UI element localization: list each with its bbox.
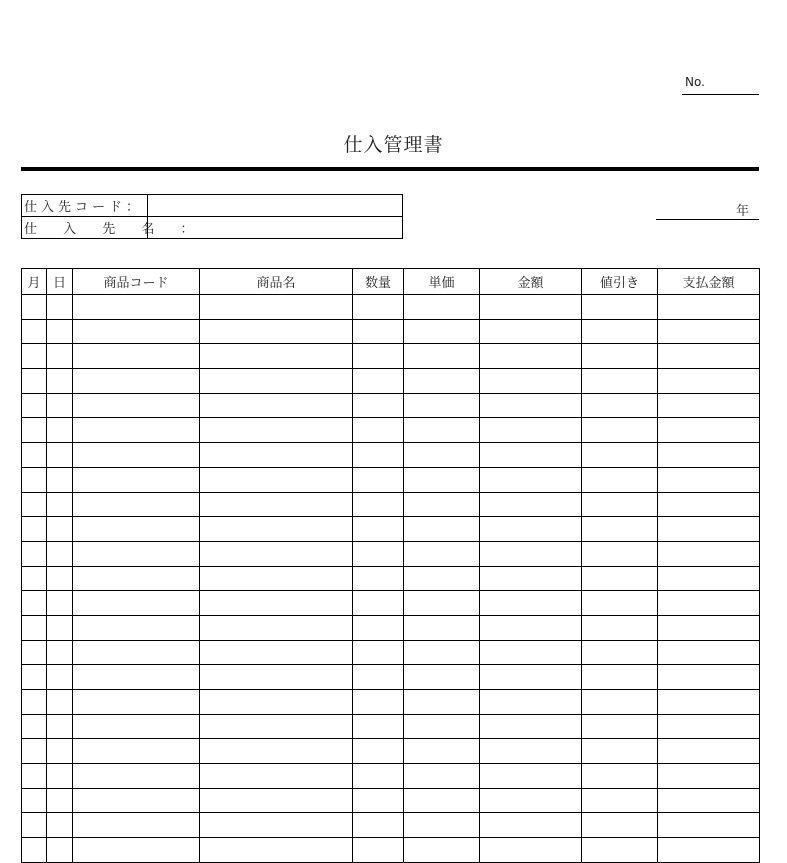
supplier-name-label: 仕 入 先 名 ： xyxy=(22,217,148,239)
cell-month[interactable] xyxy=(22,344,47,369)
cell-quantity[interactable] xyxy=(353,467,404,492)
purchase-table xyxy=(21,268,760,863)
cell-product-code[interactable] xyxy=(73,517,200,542)
table-header-row xyxy=(22,269,760,295)
cell-amount[interactable] xyxy=(480,690,582,715)
cell-product-code[interactable] xyxy=(73,467,200,492)
title-divider xyxy=(21,167,759,171)
cell-payment-amount[interactable] xyxy=(658,714,760,739)
cell-product-name[interactable] xyxy=(200,467,353,492)
year-field[interactable] xyxy=(656,197,759,220)
cell-month[interactable] xyxy=(22,640,47,665)
cell-amount[interactable] xyxy=(480,393,582,418)
cell-discount[interactable] xyxy=(582,739,658,764)
table-row xyxy=(22,640,760,665)
cell-quantity[interactable] xyxy=(353,295,404,320)
cell-month[interactable] xyxy=(22,788,47,813)
cell-day[interactable] xyxy=(47,788,73,813)
cell-payment-amount[interactable] xyxy=(658,640,760,665)
cell-amount[interactable] xyxy=(480,517,582,542)
cell-month[interactable] xyxy=(22,690,47,715)
cell-amount[interactable] xyxy=(480,788,582,813)
cell-product-name[interactable] xyxy=(200,517,353,542)
cell-product-name[interactable] xyxy=(200,615,353,640)
cell-amount[interactable] xyxy=(480,295,582,320)
cell-day[interactable] xyxy=(47,838,73,863)
cell-product-code[interactable] xyxy=(73,319,200,344)
cell-month[interactable] xyxy=(22,541,47,566)
cell-product-code[interactable] xyxy=(73,615,200,640)
column-header-product-name: 商品名 xyxy=(200,269,353,295)
cell-unit-price[interactable] xyxy=(404,369,480,394)
cell-unit-price[interactable] xyxy=(404,393,480,418)
column-header-quantity: 数量 xyxy=(353,269,404,295)
cell-quantity[interactable] xyxy=(353,665,404,690)
cell-quantity[interactable] xyxy=(353,492,404,517)
cell-unit-price[interactable] xyxy=(404,714,480,739)
cell-product-name[interactable] xyxy=(200,319,353,344)
cell-amount[interactable] xyxy=(480,443,582,468)
table-row xyxy=(22,517,760,542)
table-row xyxy=(22,665,760,690)
table-row xyxy=(22,690,760,715)
cell-month[interactable] xyxy=(22,764,47,789)
cell-product-name[interactable] xyxy=(200,690,353,715)
cell-payment-amount[interactable] xyxy=(658,344,760,369)
cell-quantity[interactable] xyxy=(353,319,404,344)
cell-payment-amount[interactable] xyxy=(658,467,760,492)
cell-product-code[interactable] xyxy=(73,418,200,443)
cell-product-code[interactable] xyxy=(73,492,200,517)
cell-unit-price[interactable] xyxy=(404,344,480,369)
cell-payment-amount[interactable] xyxy=(658,813,760,838)
cell-payment-amount[interactable] xyxy=(658,393,760,418)
cell-payment-amount[interactable] xyxy=(658,517,760,542)
column-header-payment-amount: 支払金額 xyxy=(658,269,760,295)
cell-day[interactable] xyxy=(47,492,73,517)
table-row xyxy=(22,492,760,517)
cell-product-name[interactable] xyxy=(200,443,353,468)
cell-unit-price[interactable] xyxy=(404,541,480,566)
cell-discount[interactable] xyxy=(582,788,658,813)
cell-product-name[interactable] xyxy=(200,369,353,394)
cell-payment-amount[interactable] xyxy=(658,369,760,394)
cell-month[interactable] xyxy=(22,418,47,443)
cell-product-code[interactable] xyxy=(73,788,200,813)
column-header-day: 日 xyxy=(47,269,73,295)
supplier-info-table xyxy=(21,194,403,239)
supplier-code-row xyxy=(22,195,403,217)
cell-quantity[interactable] xyxy=(353,615,404,640)
cell-product-code[interactable] xyxy=(73,344,200,369)
cell-unit-price[interactable] xyxy=(404,319,480,344)
cell-product-code[interactable] xyxy=(73,443,200,468)
supplier-code-field[interactable] xyxy=(148,195,403,217)
cell-amount[interactable] xyxy=(480,813,582,838)
year-label: 年 xyxy=(735,204,749,219)
cell-product-name[interactable] xyxy=(200,665,353,690)
cell-month[interactable] xyxy=(22,492,47,517)
table-row xyxy=(22,443,760,468)
table-row xyxy=(22,615,760,640)
cell-product-code[interactable] xyxy=(73,591,200,616)
cell-unit-price[interactable] xyxy=(404,591,480,616)
cell-amount[interactable] xyxy=(480,467,582,492)
cell-month[interactable] xyxy=(22,665,47,690)
table-row xyxy=(22,418,760,443)
cell-quantity[interactable] xyxy=(353,764,404,789)
cell-product-code[interactable] xyxy=(73,739,200,764)
cell-payment-amount[interactable] xyxy=(658,615,760,640)
cell-product-code[interactable] xyxy=(73,665,200,690)
cell-unit-price[interactable] xyxy=(404,418,480,443)
cell-product-code[interactable] xyxy=(73,393,200,418)
cell-product-code[interactable] xyxy=(73,838,200,863)
supplier-code-label: 仕入先コード： xyxy=(22,195,148,217)
cell-amount[interactable] xyxy=(480,838,582,863)
cell-product-name[interactable] xyxy=(200,492,353,517)
cell-month[interactable] xyxy=(22,739,47,764)
cell-quantity[interactable] xyxy=(353,418,404,443)
cell-unit-price[interactable] xyxy=(404,615,480,640)
cell-product-code[interactable] xyxy=(73,369,200,394)
cell-discount[interactable] xyxy=(582,319,658,344)
cell-day[interactable] xyxy=(47,369,73,394)
cell-amount[interactable] xyxy=(480,418,582,443)
cell-day[interactable] xyxy=(47,443,73,468)
table-row xyxy=(22,788,760,813)
cell-month[interactable] xyxy=(22,443,47,468)
page-title: 仕入管理書 xyxy=(343,134,444,156)
supplier-name-row xyxy=(22,217,403,239)
cell-product-name[interactable] xyxy=(200,640,353,665)
cell-discount[interactable] xyxy=(582,295,658,320)
cell-product-name[interactable] xyxy=(200,714,353,739)
cell-product-name[interactable] xyxy=(200,788,353,813)
table-row xyxy=(22,467,760,492)
cell-month[interactable] xyxy=(22,591,47,616)
cell-unit-price[interactable] xyxy=(404,467,480,492)
cell-product-code[interactable] xyxy=(73,714,200,739)
cell-quantity[interactable] xyxy=(353,714,404,739)
cell-unit-price[interactable] xyxy=(404,739,480,764)
cell-day[interactable] xyxy=(47,295,73,320)
cell-discount[interactable] xyxy=(582,813,658,838)
cell-unit-price[interactable] xyxy=(404,813,480,838)
cell-quantity[interactable] xyxy=(353,369,404,394)
cell-unit-price[interactable] xyxy=(404,764,480,789)
cell-month[interactable] xyxy=(22,295,47,320)
cell-quantity[interactable] xyxy=(353,690,404,715)
cell-month[interactable] xyxy=(22,369,47,394)
cell-payment-amount[interactable] xyxy=(658,739,760,764)
cell-unit-price[interactable] xyxy=(404,566,480,591)
cell-product-name[interactable] xyxy=(200,541,353,566)
cell-discount[interactable] xyxy=(582,838,658,863)
cell-quantity[interactable] xyxy=(353,591,404,616)
column-header-unit-price: 単価 xyxy=(404,269,480,295)
table-row xyxy=(22,319,760,344)
cell-day[interactable] xyxy=(47,344,73,369)
cell-amount[interactable] xyxy=(480,640,582,665)
cell-amount[interactable] xyxy=(480,541,582,566)
cell-amount[interactable] xyxy=(480,714,582,739)
cell-payment-amount[interactable] xyxy=(658,591,760,616)
cell-payment-amount[interactable] xyxy=(658,838,760,863)
cell-discount[interactable] xyxy=(582,492,658,517)
cell-day[interactable] xyxy=(47,566,73,591)
cell-discount[interactable] xyxy=(582,418,658,443)
cell-discount[interactable] xyxy=(582,665,658,690)
cell-discount[interactable] xyxy=(582,393,658,418)
cell-day[interactable] xyxy=(47,467,73,492)
cell-day[interactable] xyxy=(47,764,73,789)
cell-quantity[interactable] xyxy=(353,566,404,591)
table-row xyxy=(22,541,760,566)
cell-unit-price[interactable] xyxy=(404,665,480,690)
cell-month[interactable] xyxy=(22,319,47,344)
cell-payment-amount[interactable] xyxy=(658,566,760,591)
cell-amount[interactable] xyxy=(480,566,582,591)
cell-unit-price[interactable] xyxy=(404,788,480,813)
cell-month[interactable] xyxy=(22,467,47,492)
cell-payment-amount[interactable] xyxy=(658,690,760,715)
cell-amount[interactable] xyxy=(480,665,582,690)
cell-quantity[interactable] xyxy=(353,517,404,542)
table-row xyxy=(22,714,760,739)
cell-payment-amount[interactable] xyxy=(658,764,760,789)
column-header-product-code: 商品コード xyxy=(73,269,200,295)
cell-unit-price[interactable] xyxy=(404,517,480,542)
cell-day[interactable] xyxy=(47,319,73,344)
table-row xyxy=(22,393,760,418)
cell-quantity[interactable] xyxy=(353,393,404,418)
cell-unit-price[interactable] xyxy=(404,443,480,468)
cell-product-code[interactable] xyxy=(73,295,200,320)
table-row xyxy=(22,295,760,320)
cell-payment-amount[interactable] xyxy=(658,319,760,344)
cell-amount[interactable] xyxy=(480,319,582,344)
cell-product-name[interactable] xyxy=(200,295,353,320)
cell-amount[interactable] xyxy=(480,492,582,517)
cell-product-name[interactable] xyxy=(200,838,353,863)
cell-discount[interactable] xyxy=(582,517,658,542)
column-header-discount: 値引き xyxy=(582,269,658,295)
cell-quantity[interactable] xyxy=(353,344,404,369)
table-row xyxy=(22,369,760,394)
cell-discount[interactable] xyxy=(582,541,658,566)
cell-amount[interactable] xyxy=(480,591,582,616)
cell-payment-amount[interactable] xyxy=(658,788,760,813)
cell-amount[interactable] xyxy=(480,739,582,764)
cell-day[interactable] xyxy=(47,418,73,443)
cell-discount[interactable] xyxy=(582,615,658,640)
cell-product-name[interactable] xyxy=(200,591,353,616)
cell-payment-amount[interactable] xyxy=(658,492,760,517)
column-header-month: 月 xyxy=(22,269,47,295)
cell-product-code[interactable] xyxy=(73,764,200,789)
cell-product-code[interactable] xyxy=(73,813,200,838)
cell-month[interactable] xyxy=(22,714,47,739)
cell-quantity[interactable] xyxy=(353,541,404,566)
cell-day[interactable] xyxy=(47,541,73,566)
table-body xyxy=(22,295,760,863)
table-row xyxy=(22,566,760,591)
cell-month[interactable] xyxy=(22,615,47,640)
column-header-amount: 金額 xyxy=(480,269,582,295)
cell-discount[interactable] xyxy=(582,690,658,715)
cell-product-code[interactable] xyxy=(73,640,200,665)
cell-day[interactable] xyxy=(47,714,73,739)
cell-discount[interactable] xyxy=(582,443,658,468)
table-row xyxy=(22,591,760,616)
table-row xyxy=(22,813,760,838)
document-number-label: No. xyxy=(685,75,705,89)
cell-amount[interactable] xyxy=(480,615,582,640)
cell-product-name[interactable] xyxy=(200,813,353,838)
cell-product-code[interactable] xyxy=(73,566,200,591)
cell-product-code[interactable] xyxy=(73,541,200,566)
cell-unit-price[interactable] xyxy=(404,295,480,320)
cell-month[interactable] xyxy=(22,393,47,418)
cell-discount[interactable] xyxy=(582,591,658,616)
cell-payment-amount[interactable] xyxy=(658,418,760,443)
cell-product-name[interactable] xyxy=(200,344,353,369)
table-row xyxy=(22,838,760,863)
table-row xyxy=(22,739,760,764)
cell-unit-price[interactable] xyxy=(404,492,480,517)
cell-day[interactable] xyxy=(47,615,73,640)
cell-quantity[interactable] xyxy=(353,813,404,838)
cell-unit-price[interactable] xyxy=(404,690,480,715)
cell-day[interactable] xyxy=(47,591,73,616)
cell-day[interactable] xyxy=(47,640,73,665)
cell-amount[interactable] xyxy=(480,344,582,369)
cell-product-name[interactable] xyxy=(200,393,353,418)
cell-product-code[interactable] xyxy=(73,690,200,715)
cell-discount[interactable] xyxy=(582,369,658,394)
cell-day[interactable] xyxy=(47,690,73,715)
cell-day[interactable] xyxy=(47,665,73,690)
cell-discount[interactable] xyxy=(582,467,658,492)
table-row xyxy=(22,764,760,789)
cell-day[interactable] xyxy=(47,393,73,418)
cell-quantity[interactable] xyxy=(353,443,404,468)
cell-month[interactable] xyxy=(22,517,47,542)
cell-product-name[interactable] xyxy=(200,566,353,591)
cell-day[interactable] xyxy=(47,739,73,764)
cell-payment-amount[interactable] xyxy=(658,443,760,468)
cell-payment-amount[interactable] xyxy=(658,541,760,566)
cell-product-name[interactable] xyxy=(200,739,353,764)
cell-day[interactable] xyxy=(47,813,73,838)
cell-month[interactable] xyxy=(22,813,47,838)
cell-unit-price[interactable] xyxy=(404,838,480,863)
table-row xyxy=(22,344,760,369)
cell-discount[interactable] xyxy=(582,714,658,739)
cell-discount[interactable] xyxy=(582,640,658,665)
cell-discount[interactable] xyxy=(582,566,658,591)
cell-month[interactable] xyxy=(22,838,47,863)
cell-quantity[interactable] xyxy=(353,788,404,813)
cell-discount[interactable] xyxy=(582,764,658,789)
cell-amount[interactable] xyxy=(480,764,582,789)
cell-payment-amount[interactable] xyxy=(658,665,760,690)
cell-quantity[interactable] xyxy=(353,739,404,764)
cell-payment-amount[interactable] xyxy=(658,295,760,320)
cell-day[interactable] xyxy=(47,517,73,542)
document-number-field[interactable] xyxy=(682,73,759,95)
cell-quantity[interactable] xyxy=(353,640,404,665)
cell-month[interactable] xyxy=(22,566,47,591)
cell-quantity[interactable] xyxy=(353,838,404,863)
cell-product-name[interactable] xyxy=(200,418,353,443)
cell-unit-price[interactable] xyxy=(404,640,480,665)
cell-product-name[interactable] xyxy=(200,764,353,789)
cell-amount[interactable] xyxy=(480,369,582,394)
cell-discount[interactable] xyxy=(582,344,658,369)
